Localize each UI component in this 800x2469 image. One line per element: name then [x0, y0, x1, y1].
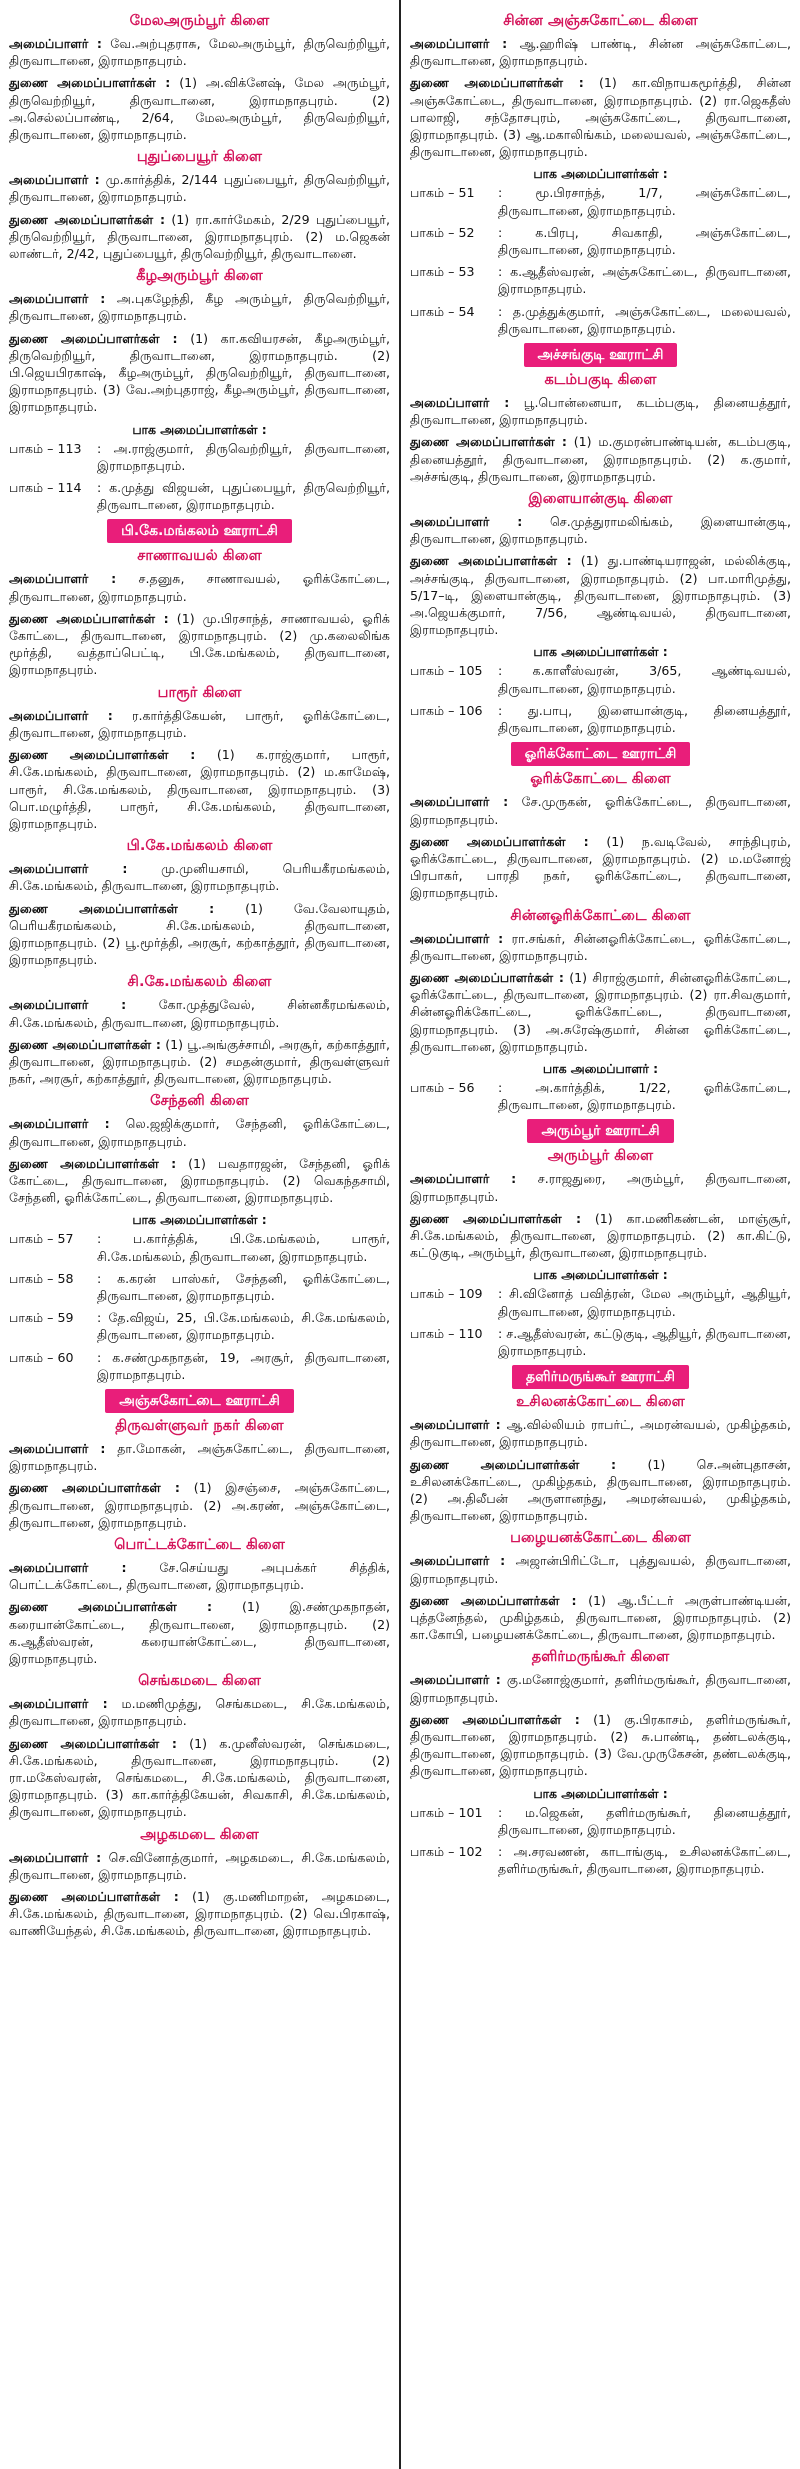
role-label: துணை அமைப்பாளர்கள் :: [9, 75, 171, 91]
role-label: அமைப்பாளர் :: [410, 395, 510, 411]
role-label: துணை அமைப்பாளர்கள் :: [9, 1735, 177, 1751]
role-label: துணை அமைப்பாளர்கள் :: [9, 1599, 213, 1615]
branch-title: சின்னஓரிக்கோட்டை கிளை: [510, 906, 691, 924]
booth-organizer: : அ.கார்த்திக், 1/22, ஓரிக்கோட்டை, திருவாடானை, இராமநாதபுரம்.: [498, 1079, 791, 1113]
organizer-details: அ.புகழேந்தி, கீழ அரும்பூர், திருவெற்றியூர், திருவாடானை, இராமநாதபுரம்.: [9, 291, 390, 324]
organizer-entry: [9, 1155, 390, 1207]
organizer-entry: [9, 1115, 390, 1149]
role-label: அமைப்பாளர் :: [9, 1560, 127, 1575]
branch-title: சேந்தனி கிளை: [150, 1092, 249, 1110]
booth-number: பாகம் – 53: [410, 264, 475, 280]
role-label: அமைப்பாளர் :: [9, 291, 106, 307]
panchayat-banner: அஞ்சுகோட்டை ஊராட்சி: [105, 1389, 294, 1413]
organizer-details: (1) சிராஜ்குமார், சின்னஓரிக்கோட்டை, ஓரிக்கோட்டை, திருவாடானை, இராமநாதபுரம். (2) ரா.சிவகுமார், சின்னஓரிக்கோட்டை, ஓரிக்கோட்டை, திருவாடானை, இராமநாதபுரம். (3) அ.சுரேஷ்குமார், சின்ன ஓரிக்கோட்டை, திருவாடானை, இராமநாதபுரம்.: [410, 969, 792, 1054]
booth-organizer: : து.பாபு, இளையான்குடி, தினையத்தூர், திருவாடானை, இராமநாதபுரம்.: [498, 702, 791, 736]
organizer-entry: [9, 1598, 390, 1667]
branch-title: அழகமடை கிளை: [140, 1825, 259, 1843]
branch-title: பொட்டக்கோட்டை கிளை: [114, 1536, 285, 1553]
booth-organizer: : க.காளீஸ்வரன், 3/65, ஆண்டிவயல், திருவாடானை, இராமநாதபுரம்.: [498, 663, 791, 696]
booth-row: [9, 479, 390, 513]
organizer-details: (1) க.ராஜ்குமார், பாரூர், சி.கே.மங்கலம், திருவாடானை, இராமநாதபுரம். (2) ம.காமேஷ், பாரூர், சி.கே.மங்கலம், திருவாடானை, இராமநாதபுரம். (3) பொ.மழுர்த்தி, பாரூர், சி.கே.மங்கலம், திருவாடானை, இராமநாதபுரம்.: [9, 747, 391, 831]
organizer-entry: [410, 833, 791, 902]
branch-title: ஓரிக்கோட்டை கிளை: [530, 770, 671, 788]
role-label: அமைப்பாளர் :: [410, 1417, 501, 1433]
booth-number: பாகம் – 52: [410, 224, 475, 240]
panchayat-banner: ஓரிக்கோட்டை ஊராட்சி: [511, 742, 691, 766]
organizer-details: சே.செய்யது அபுபக்கர் சித்திக், பொட்டக்கோட்டை, திருவாடானை, இராமநாதபுரம்.: [9, 1560, 390, 1593]
role-label: துணை அமைப்பாளர்கள் :: [9, 1036, 161, 1052]
booth-organizers-heading: பாக அமைப்பாளர்கள் :: [533, 1785, 668, 1801]
booth-row: [410, 662, 791, 696]
branch-title: சின்ன அஞ்சுகோட்டை கிளை: [503, 12, 698, 29]
branch-title: பழையனக்கோட்டை கிளை: [510, 1529, 691, 1547]
role-label: துணை அமைப்பாளர்கள் :: [9, 1889, 179, 1905]
role-label: துணை அமைப்பாளர்கள் :: [9, 211, 166, 227]
organizer-entry: [410, 35, 791, 69]
organizer-details: செ.வினோத்குமார், அழகமடை, சி.கே.மங்கலம், திருவாடானை, இராமநாதபுரம்.: [9, 1849, 390, 1882]
organizer-details: கு.மனோஜ்குமார், தளிர்மருங்கூர், திருவாடானை, இராமநாதபுரம்.: [410, 1672, 791, 1705]
booth-row: [410, 1843, 791, 1877]
organizer-entry: [9, 1849, 390, 1883]
organizer-details: ர.கார்த்திகேயன், பாரூர், ஓரிக்கோட்டை, திருவாடானை, இராமநாதபுரம்.: [9, 707, 390, 740]
booth-number: பாகம் – 56: [410, 1079, 475, 1095]
booth-number: பாகம் – 59: [9, 1310, 74, 1326]
organizer-entry: [9, 707, 390, 741]
branch-title: உசிலனக்கோட்டை கிளை: [516, 1393, 685, 1411]
organizer-details: மு.முனியசாமி, பெரியகீரமங்கலம், சி.கே.மங்கலம், திருவாடானை, இராமநாதபுரம்.: [9, 861, 390, 894]
organizer-entry: [410, 74, 791, 160]
role-label: அமைப்பாளர் :: [9, 1696, 108, 1712]
branch-title: பாரூர் கிளை: [157, 683, 242, 701]
role-label: துணை அமைப்பாளர்கள் :: [410, 969, 564, 985]
booth-number: பாகம் – 114: [9, 480, 82, 496]
branch-title: இளையான்குடி கிளை: [528, 490, 673, 508]
organizer-details: கோ.முத்துவேல், சின்னகீரமங்கலம், சி.கே.மங்கலம், திருவாடானை, இராமநாதபுரம்.: [9, 997, 390, 1030]
organizer-entry: [410, 552, 791, 638]
organizer-details: (1) இசஞ்சை, அஞ்சுகோட்டை, திருவாடானை, இராமநாதபுரம். (2) அ.கரண், அஞ்சுகோட்டை, திருவாடானை, இராமநாதபுரம்.: [9, 1480, 390, 1530]
organizer-entry: [9, 610, 390, 679]
role-label: அமைப்பாளர் :: [9, 172, 100, 188]
organizer-entry: [9, 211, 390, 263]
role-label: துணை அமைப்பாளர்கள் :: [410, 1210, 582, 1226]
booth-organizers-heading: பாக அமைப்பாளர்கள் :: [533, 644, 668, 660]
organizer-details: லெ.ஜஜிக்குமார், சேந்தனி, ஓரிக்கோட்டை, திருவாடானை, இராமநாதபுரம்.: [9, 1116, 390, 1149]
booth-organizer: : க.பிரபு, சிவகாதி, அஞ்சுகோட்டை, திருவாடானை, இராமநாதபுரம்.: [498, 224, 791, 258]
organizer-entry: [9, 1036, 390, 1088]
organizer-details: (1) ம.குமரன்பாண்டியன், கடம்பகுடி, தினையத்தூர், திருவாடானை, இராமநாதபுரம். (2) க.குமார், அச்சங்குடி, திருவாடானை, இராமநாதபுரம்.: [410, 434, 791, 484]
role-label: துணை அமைப்பாளர்கள் :: [9, 330, 178, 346]
organizer-entry: [410, 930, 791, 964]
booth-row: [410, 263, 791, 297]
booth-row: [9, 1349, 390, 1383]
organizer-details: (1) கா.விநாயகமூர்த்தி, சின்ன அஞ்சுகோட்டை, திருவாடானை, இராமநாதபுரம். (2) ரா.ஜெகதீஸ் பாலாஜி, சந்தோசபுரம், அஞ்சுகோட்டை, திருவாடானை, இராமநாதபுரம். (3) ஆ.மகாலிங்கம், மலையவல், அஞ்சுகோட்டை, திருவாடானை, இராமநாதபுரம்.: [410, 75, 791, 160]
booth-organizer: : தே.விஜய், 25, பி.கே.மங்கலம், சி.கே.மங்கலம், திருவாடானை, இராமநாதபுரம்.: [97, 1310, 390, 1343]
role-label: துணை அமைப்பாளர்கள் :: [410, 833, 589, 849]
organizer-entry: [9, 330, 390, 416]
branch-title: தளிர்மருங்கூர் கிளை: [531, 1648, 670, 1666]
booth-organizer: : க.ஆதீஸ்வரன், அஞ்சுகோட்டை, திருவாடானை, இராமநாதபுரம்.: [498, 264, 791, 297]
organizer-details: வே.அற்புதராசு, மேலஅரும்பூர், திருவெற்றியூர், திருவாடானை, இராமநாதபுரம்.: [9, 36, 390, 69]
branch-title: கீழஅரும்பூர் கிளை: [136, 267, 263, 285]
role-label: அமைப்பாளர் :: [410, 1553, 506, 1569]
left-column: [0, 0, 399, 2469]
booth-number: பாகம் – 106: [410, 702, 483, 718]
organizer-entry: [410, 1552, 791, 1586]
panchayat-banner: அச்சங்குடி ஊராட்சி: [524, 343, 678, 367]
organizer-details: (1) கு.பிரகாசம், தளிர்மருங்கூர், திருவாடானை, இராமநாதபுரம். (2) சு.பாண்டி, தண்டலக்குடி, திருவாடானை, இராமநாதபுரம். (3) வே.முருகேசன், தண்டலக்குடி, திருவாடானை, இராமநாதபுரம்.: [410, 1711, 791, 1779]
organizer-entry: [9, 171, 390, 205]
branch-title: கடம்பகுடி கிளை: [544, 371, 657, 389]
organizer-entry: [9, 290, 390, 324]
booth-organizer: : சி.வினோத் பவித்ரன், மேல அரும்பூர், ஆதியூர், திருவாடானை, இராமநாதபுரம்.: [498, 1286, 791, 1319]
organizer-entry: [410, 1416, 791, 1450]
organizer-entry: [9, 1440, 390, 1474]
booth-organizer: : க.முத்து விஜயன், புதுப்பையூர், திருவெற்றியூர், திருவாடானை, இராமநாதபுரம்.: [97, 480, 390, 513]
booth-organizer: : மூ.பிரசாந்த், 1/7, அஞ்சுகோட்டை, திருவாடானை, இராமநாதபுரம்.: [498, 185, 791, 218]
organizer-entry: [9, 900, 390, 969]
booth-organizer: : அ.சரவணன், காடாங்குடி, உசிலனக்கோட்டை, தளிர்மருங்கூர், திருவாடானை, இராமநாதபுரம்.: [498, 1844, 791, 1877]
booth-row: [9, 1309, 390, 1343]
booth-organizers-heading: பாக அமைப்பாளர்கள் :: [132, 421, 267, 437]
role-label: அமைப்பாளர் :: [410, 1171, 517, 1187]
booth-row: [9, 1230, 390, 1264]
booth-number: பாகம் – 113: [9, 440, 82, 456]
organizer-details: பூ.பொன்னையா, கடம்பகுடி, தினையத்தூர், திருவாடானை, இராமநாதபுரம்.: [410, 395, 792, 428]
booth-organizer: : ம.ஜெகன், தளிர்மருங்கூர், தினையத்தூர், திருவாடானை, இராமநாதபுரம்.: [498, 1804, 791, 1837]
organizer-details: செ.முத்துராமலிங்கம், இளையான்குடி, திருவாடானை, இராமநாதபுரம்.: [410, 514, 791, 547]
branch-title: சி.கே.மங்கலம் கிளை: [127, 973, 272, 991]
organizer-entry: [410, 1210, 791, 1262]
role-label: அமைப்பாளர் :: [9, 997, 127, 1013]
role-label: அமைப்பாளர் :: [9, 707, 113, 723]
organizer-details: (1) து.பாண்டியராஜன், மல்லிக்குடி, அச்சங்குடி, திருவாடானை, இராமநாதபுரம். (2) பா.மாரிமுத்து, 5/17–டி, இளையான்குடி, திருவாடானை, இராமநாதபுரம். (3) அ.ஜெயக்குமார், 7/56, ஆண்டிவயல், திருவாடானை, இராமநாதபுரம்.: [410, 553, 791, 638]
organizer-entry: [9, 860, 390, 894]
booth-row: [410, 1285, 791, 1319]
role-label: துணை அமைப்பாளர்கள் :: [410, 1711, 580, 1727]
organizer-details: (1) பூ.அங்குச்சாமி, அரசூர், கற்காத்தூர், திருவாடானை, இராமநாதபுரம். (2) சமதன்குமார், திருவள்ளுவர் நகர், அரசூர், கற்காத்தூர், திருவாடானை, இராமநாதபுரம்.: [9, 1036, 390, 1087]
booth-number: பாகம் – 60: [9, 1349, 74, 1365]
booth-row: [410, 224, 791, 258]
booth-organizer: : க.கரன் பாஸ்கர், சேந்தனி, ஓரிக்கோட்டை, திருவாடானை, இராமநாதபுரம்.: [97, 1270, 390, 1303]
panchayat-banner: பி.கே.மங்கலம் ஊராட்சி: [107, 519, 292, 543]
booth-organizer: : த.முத்துக்குமார், அஞ்சுகோட்டை, மலையவல், திருவாடானை, இராமநாதபுரம்.: [498, 303, 791, 336]
booth-number: பாகம் – 51: [410, 185, 475, 201]
organizer-entry: [410, 793, 791, 827]
role-label: அமைப்பாளர் :: [410, 930, 504, 946]
booth-row: [410, 303, 791, 337]
right-column: [401, 0, 800, 2469]
role-label: துணை அமைப்பாளர்கள் :: [410, 1592, 577, 1608]
organizer-entry: [9, 746, 390, 832]
branch-title: திருவள்ளுவர் நகர் கிளை: [115, 1416, 284, 1434]
organizer-details: தா.மோகன், அஞ்சுகோட்டை, திருவாடானை, இராமநாதபுரம்.: [9, 1440, 390, 1474]
booth-organizers-heading: பாக அமைப்பாளர்கள் :: [533, 166, 668, 182]
role-label: அமைப்பாளர் :: [9, 1116, 110, 1132]
organizer-entry: [410, 433, 791, 485]
booth-row: [410, 1325, 791, 1359]
organizer-details: ச.தனுசு, சாணாவயல், ஓரிக்கோட்டை, திருவாடானை, இராமநாதபுரம்.: [9, 571, 390, 604]
role-label: துணை அமைப்பாளர்கள் :: [410, 75, 584, 91]
organizer-details: (1) கா.மணிகண்டன், மாஞ்சூர், சி.கே.மங்கலம், திருவாடானை, இராமநாதபுரம். (2) கா.கிட்டு, கட்டுகுடி, அரும்பூர், திருவாடானை, இராமநாதபுரம்.: [410, 1210, 791, 1261]
role-label: துணை அமைப்பாளர்கள் :: [410, 553, 572, 569]
branch-title: சாணாவயல் கிளை: [137, 547, 262, 565]
role-label: அமைப்பாளர் :: [9, 861, 128, 877]
role-label: அமைப்பாளர் :: [410, 1672, 501, 1688]
organizer-details: சே.முருகன், ஓரிக்கோட்டை, திருவாடானை, இராமநாதபுரம்.: [410, 794, 791, 827]
organizer-details: ச.ராஜதுரை, அரும்பூர், திருவாடானை, இராமநாதபுரம்.: [410, 1171, 791, 1204]
booth-number: பாகம் – 54: [410, 303, 475, 319]
organizer-details: ஆ.வில்லியம் ராபர்ட், அமரன்வயல், முகிழ்தகம், திருவாடானை, இராமநாதபுரம்.: [410, 1417, 791, 1450]
organizer-details: (1) இ.சண்முகநாதன், கரையான்கோட்டை, திருவாடானை, இராமநாதபுரம். (2) க.ஆதீஸ்வரன், கரையான்கோட்டை, திருவாடானை, இராமநாதபுரம்.: [9, 1599, 390, 1667]
organizer-entry: [9, 570, 390, 604]
booth-organizer: : ப.கார்த்திக், பி.கே.மங்கலம், பாரூர், சி.கே.மங்கலம், திருவாடானை, இராமநாதபுரம்.: [97, 1231, 390, 1264]
organizer-details: (1) வே.வேலாயுதம், பெரியகீரமங்கலம், சி.கே.மங்கலம், திருவாடானை, இராமநாதபுரம். (2) பூ.மூர்த்தி, அரசூர், கற்காத்தூர், திருவாடானை, இராமநாதபுரம்.: [9, 900, 390, 968]
organizer-details: (1) கா.கவியரசன், கீழஅரும்பூர், திருவெற்றியூர், திருவாடானை, இராமநாதபுரம். (2) பி.ஜெயபிரகாஷ், கீழஅரும்பூர், திருவெற்றியூர், திருவாடானை, இராமநாதபுரம். (3) வே.அற்புதராஜ், கீழஅரும்பூர், திருவாடானை, இராமநாதபுரம்.: [9, 330, 390, 415]
role-label: அமைப்பாளர் :: [9, 1440, 106, 1456]
organizer-entry: [9, 74, 390, 143]
booth-number: பாகம் – 58: [9, 1270, 74, 1286]
role-label: அமைப்பாளர் :: [9, 571, 117, 587]
booth-organizer: : க.சண்முகநாதன், 19, அரசூர், திருவாடானை, இராமநாதபுரம்.: [97, 1349, 390, 1382]
role-label: துணை அமைப்பாளர்கள் :: [9, 747, 196, 763]
organizer-details: (1) ஆ.பீட்டர் அருள்பாண்டியன், புத்தனேந்தல், முகிழ்தகம், திருவாடானை, இராமநாதபுரம். (2) கா.கோபி, பழையனக்கோட்டை, திருவாடானை, இராமநாதபுரம்.: [410, 1592, 791, 1643]
role-label: அமைப்பாளர் :: [410, 794, 509, 810]
booth-number: பாகம் – 110: [410, 1325, 483, 1341]
role-label: துணை அமைப்பாளர்கள் :: [9, 1480, 180, 1496]
booth-row: [410, 184, 791, 218]
organizer-details: (1) கு.மணிமாறன், அழகமடை, சி.கே.மங்கலம், திருவாடானை, இராமநாதபுரம். (2) வெ.பிரகாஷ், வாணியேந்தல், சி.கே.மங்கலம், திருவாடானை, இராமநாதபுரம்.: [9, 1889, 390, 1939]
booth-row: [9, 1270, 390, 1304]
role-label: அமைப்பாளர் :: [410, 514, 523, 530]
booth-row: [410, 1804, 791, 1838]
booth-number: பாகம் – 57: [9, 1231, 74, 1247]
organizer-entry: [410, 1671, 791, 1705]
organizer-entry: [410, 1711, 791, 1780]
organizer-details: (1) ந.வடிவேல், சாந்திபுரம், ஓரிக்கோட்டை, திருவாடானை, இராமநாதபுரம். (2) ம.மனோஜ் பிரபாகர், பாரதி நகர், ஓரிக்கோட்டை, திருவாடானை, இராமநாதபுரம்.: [410, 833, 791, 901]
booth-organizers-heading: பாக அமைப்பாளர்கள் :: [132, 1212, 267, 1228]
organizer-details: அஜான்பிரிட்டோ, புத்துவயல், திருவாடானை, இராமநாதபுரம்.: [410, 1553, 791, 1586]
organizer-entry: [9, 1735, 390, 1821]
branch-title: அரும்பூர் கிளை: [547, 1147, 654, 1165]
role-label: துணை அமைப்பாளர்கள் :: [9, 1155, 177, 1171]
role-label: துணை அமைப்பாளர்கள் :: [9, 610, 169, 626]
organizer-entry: [9, 1695, 390, 1729]
organizer-details: ஆ.ஹரிஷ் பாண்டி, சின்ன அஞ்சுகோட்டை, திருவாடானை, இராமநாதபுரம்.: [410, 36, 792, 69]
role-label: அமைப்பாளர் :: [410, 36, 508, 51]
booth-number: பாகம் – 101: [410, 1804, 483, 1820]
organizer-details: (1) அ.விக்னேஷ், மேல அரும்பூர், திருவெற்றியூர், திருவாடானை, இராமநாதபுரம். (2) அ.செல்லப்பாண்டி, 2/64, மேலஅரும்பூர், திருவெற்றியூர், திருவாடானை, இராமநாதபுரம்.: [9, 75, 390, 143]
booth-number: பாகம் – 105: [410, 663, 483, 679]
role-label: துணை அமைப்பாளர்கள் :: [410, 1456, 617, 1472]
organizer-entry: [410, 969, 791, 1055]
organizer-entry: [9, 1559, 390, 1593]
branch-title: மேலஅரும்பூர் கிளை: [129, 12, 270, 29]
panchayat-banner: தளிர்மருங்கூர் ஊராட்சி: [512, 1365, 689, 1389]
booth-number: பாகம் – 109: [410, 1286, 483, 1302]
organizer-entry: [9, 996, 390, 1030]
booth-organizer: : ச.ஆதீஸ்வரன், கட்டுகுடி, ஆதியூர், திருவாடானை, இராமநாதபுரம்.: [498, 1325, 791, 1358]
organizer-details: (1) க.முனீஸ்வரன், செங்கமடை, சி.கே.மங்கலம், திருவாடானை, இராமநாதபுரம். (2) ரா.மகேஸ்வரன், செங்கமடை, சி.கே.மங்கலம், திருவாடானை, இராமநாதபுரம். (3) கா.கார்த்திகேயன், சிவகாசி, சி.கே.மங்கலம், திருவாடானை, இராமநாதபுரம்.: [9, 1735, 391, 1820]
organizer-details: ம.மணிமுத்து, செங்கமடை, சி.கே.மங்கலம், திருவாடானை, இராமநாதபுரம்.: [9, 1696, 390, 1729]
organizer-entry: [410, 1456, 791, 1525]
booth-row: [410, 702, 791, 736]
organizer-entry: [410, 1170, 791, 1204]
organizer-entry: [410, 513, 791, 547]
organizer-entry: [410, 394, 791, 428]
organizer-entry: [9, 1888, 390, 1940]
booth-number: பாகம் – 102: [410, 1844, 483, 1860]
branch-title: செங்கமடை கிளை: [138, 1672, 261, 1690]
booth-row: [9, 440, 390, 474]
organizer-details: மு.கார்த்திக், 2/144 புதுப்பையூர், திருவெற்றியூர், திருவாடானை, இராமநாதபுரம்.: [9, 172, 391, 205]
role-label: துணை அமைப்பாளர்கள் :: [9, 900, 215, 916]
organizer-entry: [9, 1479, 390, 1531]
branch-title: பி.கே.மங்கலம் கிளை: [126, 837, 273, 855]
booth-organizer: : அ.ராஜ்குமார், திருவெற்றியூர், திருவாடானை, இராமநாதபுரம்.: [97, 440, 390, 473]
panchayat-banner: அரும்பூர் ஊராட்சி: [527, 1119, 673, 1143]
booth-organizers-heading: பாக அமைப்பாளர்கள் :: [533, 1267, 668, 1283]
role-label: அமைப்பாளர் :: [9, 1849, 102, 1865]
organizer-details: (1) பவதாரஜன், சேந்தனி, ஓரிக் கோட்டை, திருவாடானை, இராமநாதபுரம். (2) வெகந்தசாமி, சேந்தனி, ஓரிக்கோட்டை, திருவாடானை, இராமநாதபுரம்.: [9, 1155, 390, 1206]
organizer-details: ரா.சங்கர், சின்னஓரிக்கோட்டை, ஓரிக்கோட்டை, திருவாடானை, இராமநாதபுரம்.: [410, 930, 792, 963]
organizer-details: (1) செ.அன்புதாசன், உசிலனக்கோட்டை, முகிழ்தகம், திருவாடானை, இராமநாதபுரம். (2) அ.திலீபன் அருளானந்து, அமரன்வயல், முகிழ்தகம், திருவாடானை, இராமநாதபுரம்.: [410, 1456, 791, 1524]
booth-row: [410, 1079, 791, 1113]
organizer-details: (1) மு.பிரசாந்த், சாணாவயல், ஓரிக் கோட்டை, திருவாடானை, இராமநாதபுரம். (2) மு.கலைலிங்க மூர்த்தி, வத்தாப்பெட்டி, பி.கே.மங்கலம், திருவாடானை, இராமநாதபுரம்.: [9, 610, 390, 678]
booth-organizers-heading: பாக அமைப்பாளர் :: [542, 1060, 659, 1076]
organizer-entry: [410, 1592, 791, 1644]
role-label: அமைப்பாளர் :: [9, 36, 102, 51]
organizer-entry: [9, 35, 390, 69]
organizer-details: (1) ரா.கார்மேகம், 2/29 புதுப்பையூர், திருவெற்றியூர், திருவாடானை, இராமநாதபுரம். (2) ம.ஜெகன் லாண்டர், 2/42, புதுப்பையூர், திருவெற்றியூர், திருவாடானை.: [9, 211, 390, 262]
role-label: துணை அமைப்பாளர்கள் :: [410, 434, 567, 450]
branch-title: புதுப்பையூர் கிளை: [136, 148, 263, 166]
